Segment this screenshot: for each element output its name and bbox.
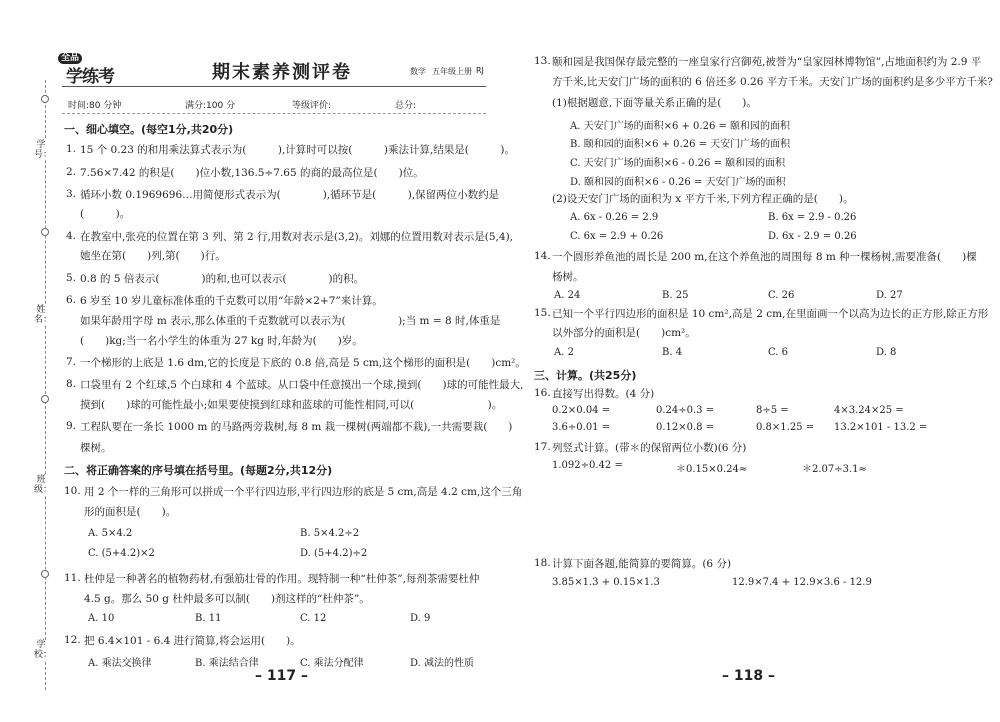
option-c: C. 6 <box>768 347 789 358</box>
option-d: D. 9 <box>410 613 431 624</box>
calc-item: 13.2×101 - 13.2 = <box>834 422 928 433</box>
question-14-text: 一个圆形养鱼池的周长是 200 m,在这个养鱼池的周围每 8 m 种一棵杨树,需要准备( )棵 <box>552 251 977 263</box>
question-number: 3. <box>66 188 77 200</box>
option-b: B. 颐和园的面积×6 + 0.26 = 天安门广场的面积 <box>570 139 791 150</box>
option-b: B. 乘法结合律 <box>195 658 259 669</box>
binding-hole <box>41 228 49 236</box>
right-page <box>500 0 1000 722</box>
question-number: 14. <box>534 250 551 262</box>
option-c: C. 12 <box>300 613 327 624</box>
question-4-text: 在教室中,张亮的位置在第 3 列、第 2 行,用数对表示是(3,2)。刘娜的位置用数对表示是(5,4), <box>80 231 514 243</box>
question-number: 8. <box>66 378 77 390</box>
question-18-text: 计算下面各题,能简算的要简算。(6 分) <box>552 558 732 570</box>
question-number: 13. <box>534 55 551 67</box>
full-score-info: 满分:100 分 <box>185 101 236 111</box>
option-b: B. 6x = 2.9 - 0.26 <box>768 212 857 223</box>
time-info: 时间:80 分钟 <box>68 101 122 111</box>
binding-hole <box>41 395 49 403</box>
page-number: – 118 – <box>722 668 775 684</box>
question-14-text-cont: 杨树。 <box>552 271 584 283</box>
total-info: 总分: <box>395 101 417 111</box>
section-2-heading: 二、将正确答案的序号填在括号里。(每题2分,共12分) <box>64 464 333 477</box>
question-number: 5. <box>66 272 77 284</box>
question-number: 1. <box>66 143 77 155</box>
calc-item: 3.6÷0.01 = <box>552 422 611 433</box>
question-15-text-cont: 以外部分的面积是( )cm²。 <box>552 327 696 339</box>
question-5-text: 0.8 的 5 倍表示( )的和,也可以表示( )的积。 <box>80 273 365 285</box>
question-12-text: 把 6.4×101 - 6.4 进行简算,将会运用( )。 <box>84 635 301 647</box>
question-9-text: 工程队要在一条长 1000 m 的马路两旁栽树,每 8 m 栽一棵树(两端都不栽),一共需要栽( ) <box>80 421 513 433</box>
question-number: 9. <box>66 420 77 432</box>
question-number: 10. <box>64 485 81 497</box>
student-id-label: 学号： <box>34 140 53 160</box>
question-13-text: 颐和园是我国保存最完整的一座皇家行宫御苑,被誉为“皇家园林博物馆”,占地面积约为 2.9 平 <box>552 56 982 68</box>
calc-item: 4×3.24×25 = <box>834 405 904 416</box>
question-number: 2. <box>66 166 77 178</box>
question-number: 15. <box>534 307 551 319</box>
question-number: 6. <box>66 294 77 306</box>
school-label: 学校： <box>34 640 53 660</box>
question-6-text-cont: 如果年龄用字母 m 表示,那么体重的千克数就可以表示为( );当 m = 8 时,体重是 <box>80 315 501 327</box>
logo-small-text: 全品 <box>58 53 82 64</box>
option-a: A. 天安门广场的面积×6 + 0.26 = 颐和园的面积 <box>570 121 791 132</box>
calc-item: 0.12×0.8 = <box>656 422 715 433</box>
question-17-text: 列竖式计算。(带＊的保留两位小数)(6 分) <box>552 442 747 454</box>
calc-item: 0.8×1.25 = <box>756 422 815 433</box>
question-15-text: 已知一个平行四边形的面积是 10 cm²,高是 2 cm,在里面画一个以高为边长的正方形,除正方形 <box>552 308 989 320</box>
header-rule <box>62 86 486 87</box>
option-c: C. 乘法分配律 <box>300 658 364 669</box>
calc-item: 3.85×1.3 + 0.15×1.3 <box>552 577 660 588</box>
section-3-heading: 三、计算。(共25分) <box>534 369 637 382</box>
option-d: D. (5+4.2)÷2 <box>300 548 368 559</box>
section-1-heading: 一、细心填空。(每空1分,共20分) <box>64 123 234 136</box>
option-a: A. 5×4.2 <box>88 528 133 539</box>
question-3-text-cont: ( )。 <box>80 208 131 220</box>
question-9-text-cont: 棵树。 <box>80 442 112 454</box>
question-11-text: 杜仲是一种著名的植物药材,有强筋壮骨的作用。现特制一种“杜仲茶”,每剂茶需要杜仲 <box>84 573 480 585</box>
calc-item: 1.092÷0.42 = <box>552 460 623 471</box>
edition-label: RJ <box>476 66 484 75</box>
option-c: C. 26 <box>768 290 795 301</box>
question-16-text: 直接写出得数。(4 分) <box>552 388 655 400</box>
option-a: A. 乘法交换律 <box>88 658 152 669</box>
calc-item: 8÷5 = <box>756 405 789 416</box>
option-a: A. 2 <box>554 347 574 358</box>
option-d: D. 颐和园的面积×6 - 0.26 = 天安门广场的面积 <box>570 177 786 188</box>
option-c: C. 天安门广场的面积×6 - 0.26 = 颐和园的面积 <box>570 158 786 169</box>
question-13-sub1: (1)根据题意,下面等量关系正确的是( )。 <box>552 97 757 109</box>
question-10-text-cont: 形的面积是( )。 <box>84 506 177 518</box>
option-a: A. 24 <box>554 290 581 301</box>
question-number: 17. <box>534 441 551 453</box>
calc-item: 0.24÷0.3 = <box>656 405 715 416</box>
calc-item: ＊2.07÷3.1≈ <box>802 464 867 475</box>
calc-item: 12.9×7.4 + 12.9×3.6 - 12.9 <box>732 577 872 588</box>
option-d: D. 27 <box>876 290 903 301</box>
binding-hole <box>41 95 49 103</box>
brand-logo <box>58 53 118 87</box>
question-13-text-cont: 方千米,比天安门广场的面积的 6 倍还多 0.26 平方千米。天安门广场的面积约是多少平方千米? <box>552 76 993 88</box>
question-13-sub2: (2)设天安门广场的面积为 x 平方千米,下列方程正确的是( )。 <box>552 193 854 205</box>
calc-item: 0.2×0.04 = <box>552 405 611 416</box>
question-6-text-cont2: ( )kg;当一名小学生的体重为 27 kg 时,年龄为( )岁。 <box>80 335 363 347</box>
question-number: 4. <box>66 230 77 242</box>
option-b: B. 4 <box>662 347 683 358</box>
info-rule <box>62 113 486 114</box>
question-number: 18. <box>534 557 551 569</box>
question-number: 12. <box>64 634 81 646</box>
option-c: C. (5+4.2)×2 <box>88 548 155 559</box>
option-c: C. 6x = 2.9 + 0.26 <box>570 231 664 242</box>
option-d: D. 8 <box>876 347 897 358</box>
question-4-text-cont: 她坐在第( )列,第( )行。 <box>80 250 226 262</box>
option-d: D. 减法的性质 <box>410 658 475 669</box>
question-11-text-cont: 4.5 g。那么 50 g 杜仲最多可以制( )剂这样的“杜仲茶”。 <box>84 593 370 605</box>
question-2-text: 7.56×7.42 的积是( )位小数,136.5÷7.65 的商的最高位是( )位。 <box>80 167 424 179</box>
name-label: 姓名： <box>34 305 53 325</box>
question-3-text: 循环小数 0.1969696…用简便形式表示为( ),循环节是( ),保留两位小数约是 <box>80 189 500 201</box>
question-10-text: 用 2 个一样的三角形可以拼成一个平行四边形,平行四边形的底是 5 cm,高是 4.2 cm,这个三角 <box>84 486 523 498</box>
option-b: B. 11 <box>195 613 222 624</box>
cut-line <box>45 80 46 690</box>
question-7-text: 一个梯形的上底是 1.6 dm,它的长度是下底的 0.8 倍,高是 5 cm,这个梯形的面积是( )cm²。 <box>80 357 526 369</box>
logo-big-text: 学练考 <box>66 67 114 87</box>
option-d: D. 6x - 2.9 = 0.26 <box>768 231 857 242</box>
rating-info: 等级评价: <box>292 101 332 111</box>
option-a: A. 6x - 0.26 = 2.9 <box>570 212 659 223</box>
question-6-text: 6 岁至 10 岁儿童标准体重的千克数可以用“年龄×2+7”来计算。 <box>80 295 383 307</box>
page-number: – 117 – <box>255 668 308 684</box>
question-number: 11. <box>64 572 81 584</box>
class-label: 班级： <box>34 475 53 495</box>
binding-gutter <box>0 0 52 722</box>
option-b: B. 5×4.2÷2 <box>300 528 360 539</box>
question-8-text-cont: 摸到( )球的可能性最小;如果要使摸到红球和蓝球的可能性相同,可以( )。 <box>80 399 503 411</box>
subject-label: 数学 <box>410 67 426 76</box>
calc-item: ＊0.15×0.24≈ <box>676 464 748 475</box>
question-number: 16. <box>534 387 551 399</box>
page-title: 期末素养测评卷 <box>212 62 352 83</box>
option-a: A. 10 <box>88 613 115 624</box>
question-number: 7. <box>66 356 77 368</box>
question-1-text: 15 个 0.23 的和用乘法算式表示为( ),计算时可以按( )乘法计算,结果是( )。 <box>80 144 516 156</box>
option-b: B. 25 <box>662 290 689 301</box>
question-8-text: 口袋里有 2 个红球,5 个白球和 4 个蓝球。从口袋中任意摸出一个球,摸到( )球的可能性最大, <box>80 379 524 391</box>
binding-hole <box>41 570 49 578</box>
grade-label: 五年级上册 <box>432 67 472 76</box>
